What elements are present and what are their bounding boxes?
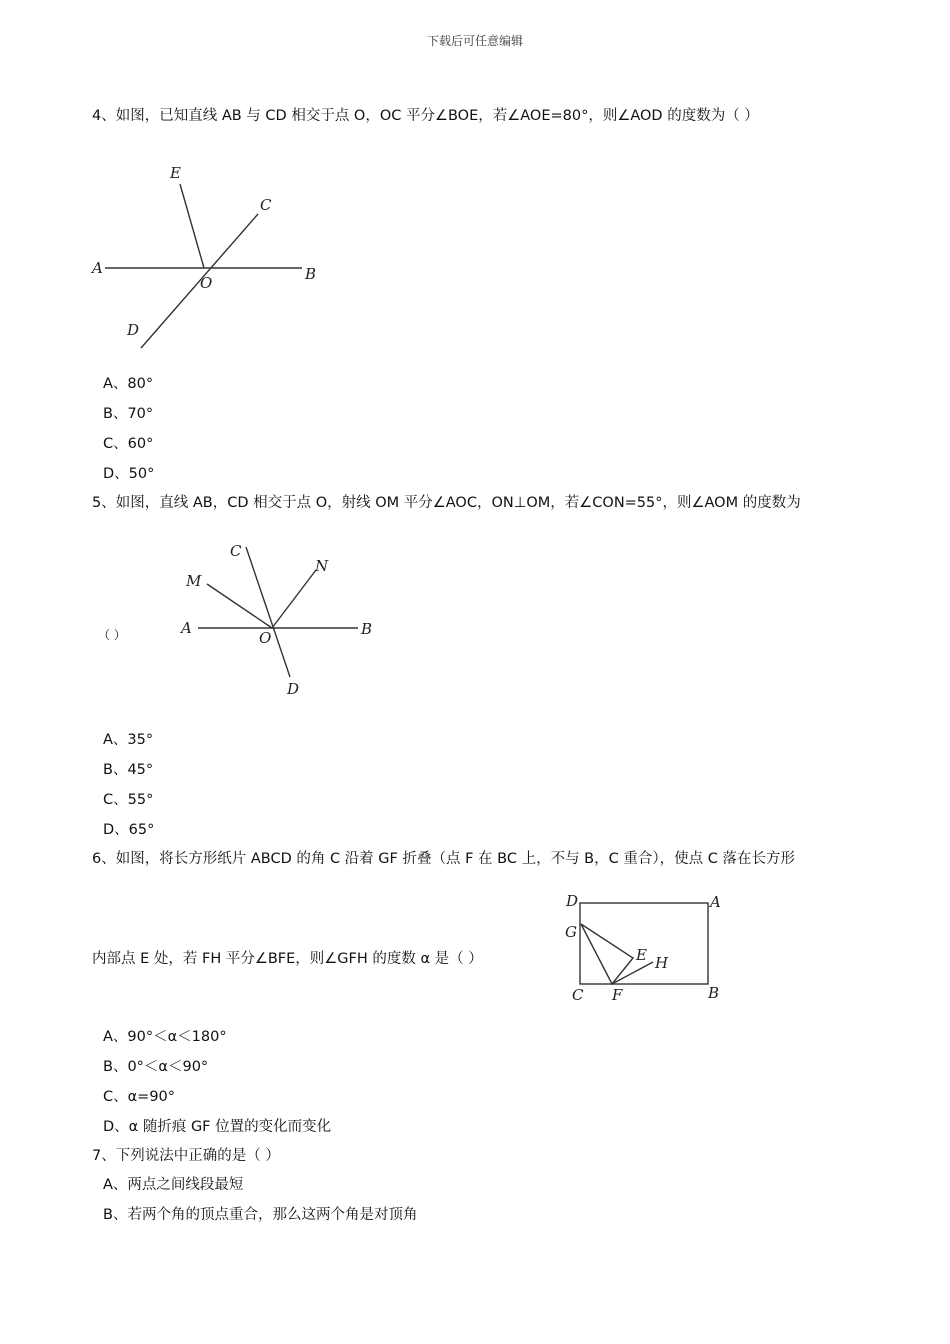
q6-option-d[interactable]: D、α 随折痕 GF 位置的变化而变化 — [103, 1119, 332, 1135]
label-d: D — [127, 321, 140, 339]
label-c: C — [572, 986, 584, 1004]
label-o: O — [200, 274, 213, 292]
question-4-stem: 4、如图，已知直线 AB 与 CD 相交于点 O，OC 平分∠BOE，若∠AOE=80°，则∠AOD 的度数为（ ） — [92, 108, 759, 124]
label-b: B — [305, 265, 317, 283]
question-6-stem-line-2: 内部点 E 处，若 FH 平分∠BFE，则∠GFH 的度数 α 是（ ） — [92, 951, 483, 967]
q5-option-b[interactable]: B、45° — [103, 762, 154, 778]
question-7-stem: 7、下列说法中正确的是（ ） — [92, 1148, 280, 1164]
q5-option-a[interactable]: A、35° — [103, 732, 154, 748]
label-a: A — [181, 619, 192, 637]
label-b: B — [708, 984, 720, 1002]
label-a: A — [710, 893, 721, 911]
label-m: M — [186, 572, 202, 590]
label-c: C — [230, 542, 242, 560]
q4-option-b[interactable]: B、70° — [103, 406, 154, 422]
label-d: D — [287, 680, 300, 698]
q4-option-d[interactable]: D、50° — [103, 466, 155, 482]
label-h: H — [655, 954, 669, 972]
q6-option-a[interactable]: A、90°＜α＜180° — [103, 1029, 227, 1045]
q5-option-d[interactable]: D、65° — [103, 822, 155, 838]
page-header: 下载后可任意编辑 — [426, 34, 523, 48]
label-c: C — [260, 196, 272, 214]
q7-option-a[interactable]: A、两点之间线段最短 — [103, 1177, 244, 1193]
label-a: A — [92, 259, 103, 277]
label-f: F — [612, 986, 623, 1004]
q5-option-c[interactable]: C、55° — [103, 792, 154, 808]
rectangle-abcd — [580, 903, 708, 984]
ray-fh — [612, 962, 653, 984]
q6-option-b[interactable]: B、0°＜α＜90° — [103, 1059, 209, 1075]
label-e: E — [170, 164, 181, 182]
label-d: D — [566, 892, 579, 910]
label-g: G — [565, 923, 577, 941]
label-b: B — [361, 620, 373, 638]
q4-option-a[interactable]: A、80° — [103, 376, 154, 392]
label-e: E — [636, 946, 647, 964]
q4-option-c[interactable]: C、60° — [103, 436, 154, 452]
label-o: O — [259, 629, 272, 647]
question-6-stem-line-1: 6、如图，将长方形纸片 ABCD 的角 C 沿着 GF 折叠（点 F 在 BC 上，不与 B，C 重合），使点 C 落在长方形 — [92, 851, 795, 867]
folded-triangle-gfe — [581, 924, 633, 984]
label-n: N — [315, 557, 329, 575]
q7-option-b[interactable]: B、若两个角的顶点重合，那么这两个角是对顶角 — [103, 1207, 418, 1223]
q6-option-c[interactable]: C、α=90° — [103, 1089, 176, 1105]
question-5-stem: 5、如图，直线 AB，CD 相交于点 O，射线 OM 平分∠AOC，ON⊥OM，若∠CON=55°，则∠AOM 的度数为 — [92, 495, 801, 511]
question-5-answer-paren: （ ） — [98, 628, 126, 642]
